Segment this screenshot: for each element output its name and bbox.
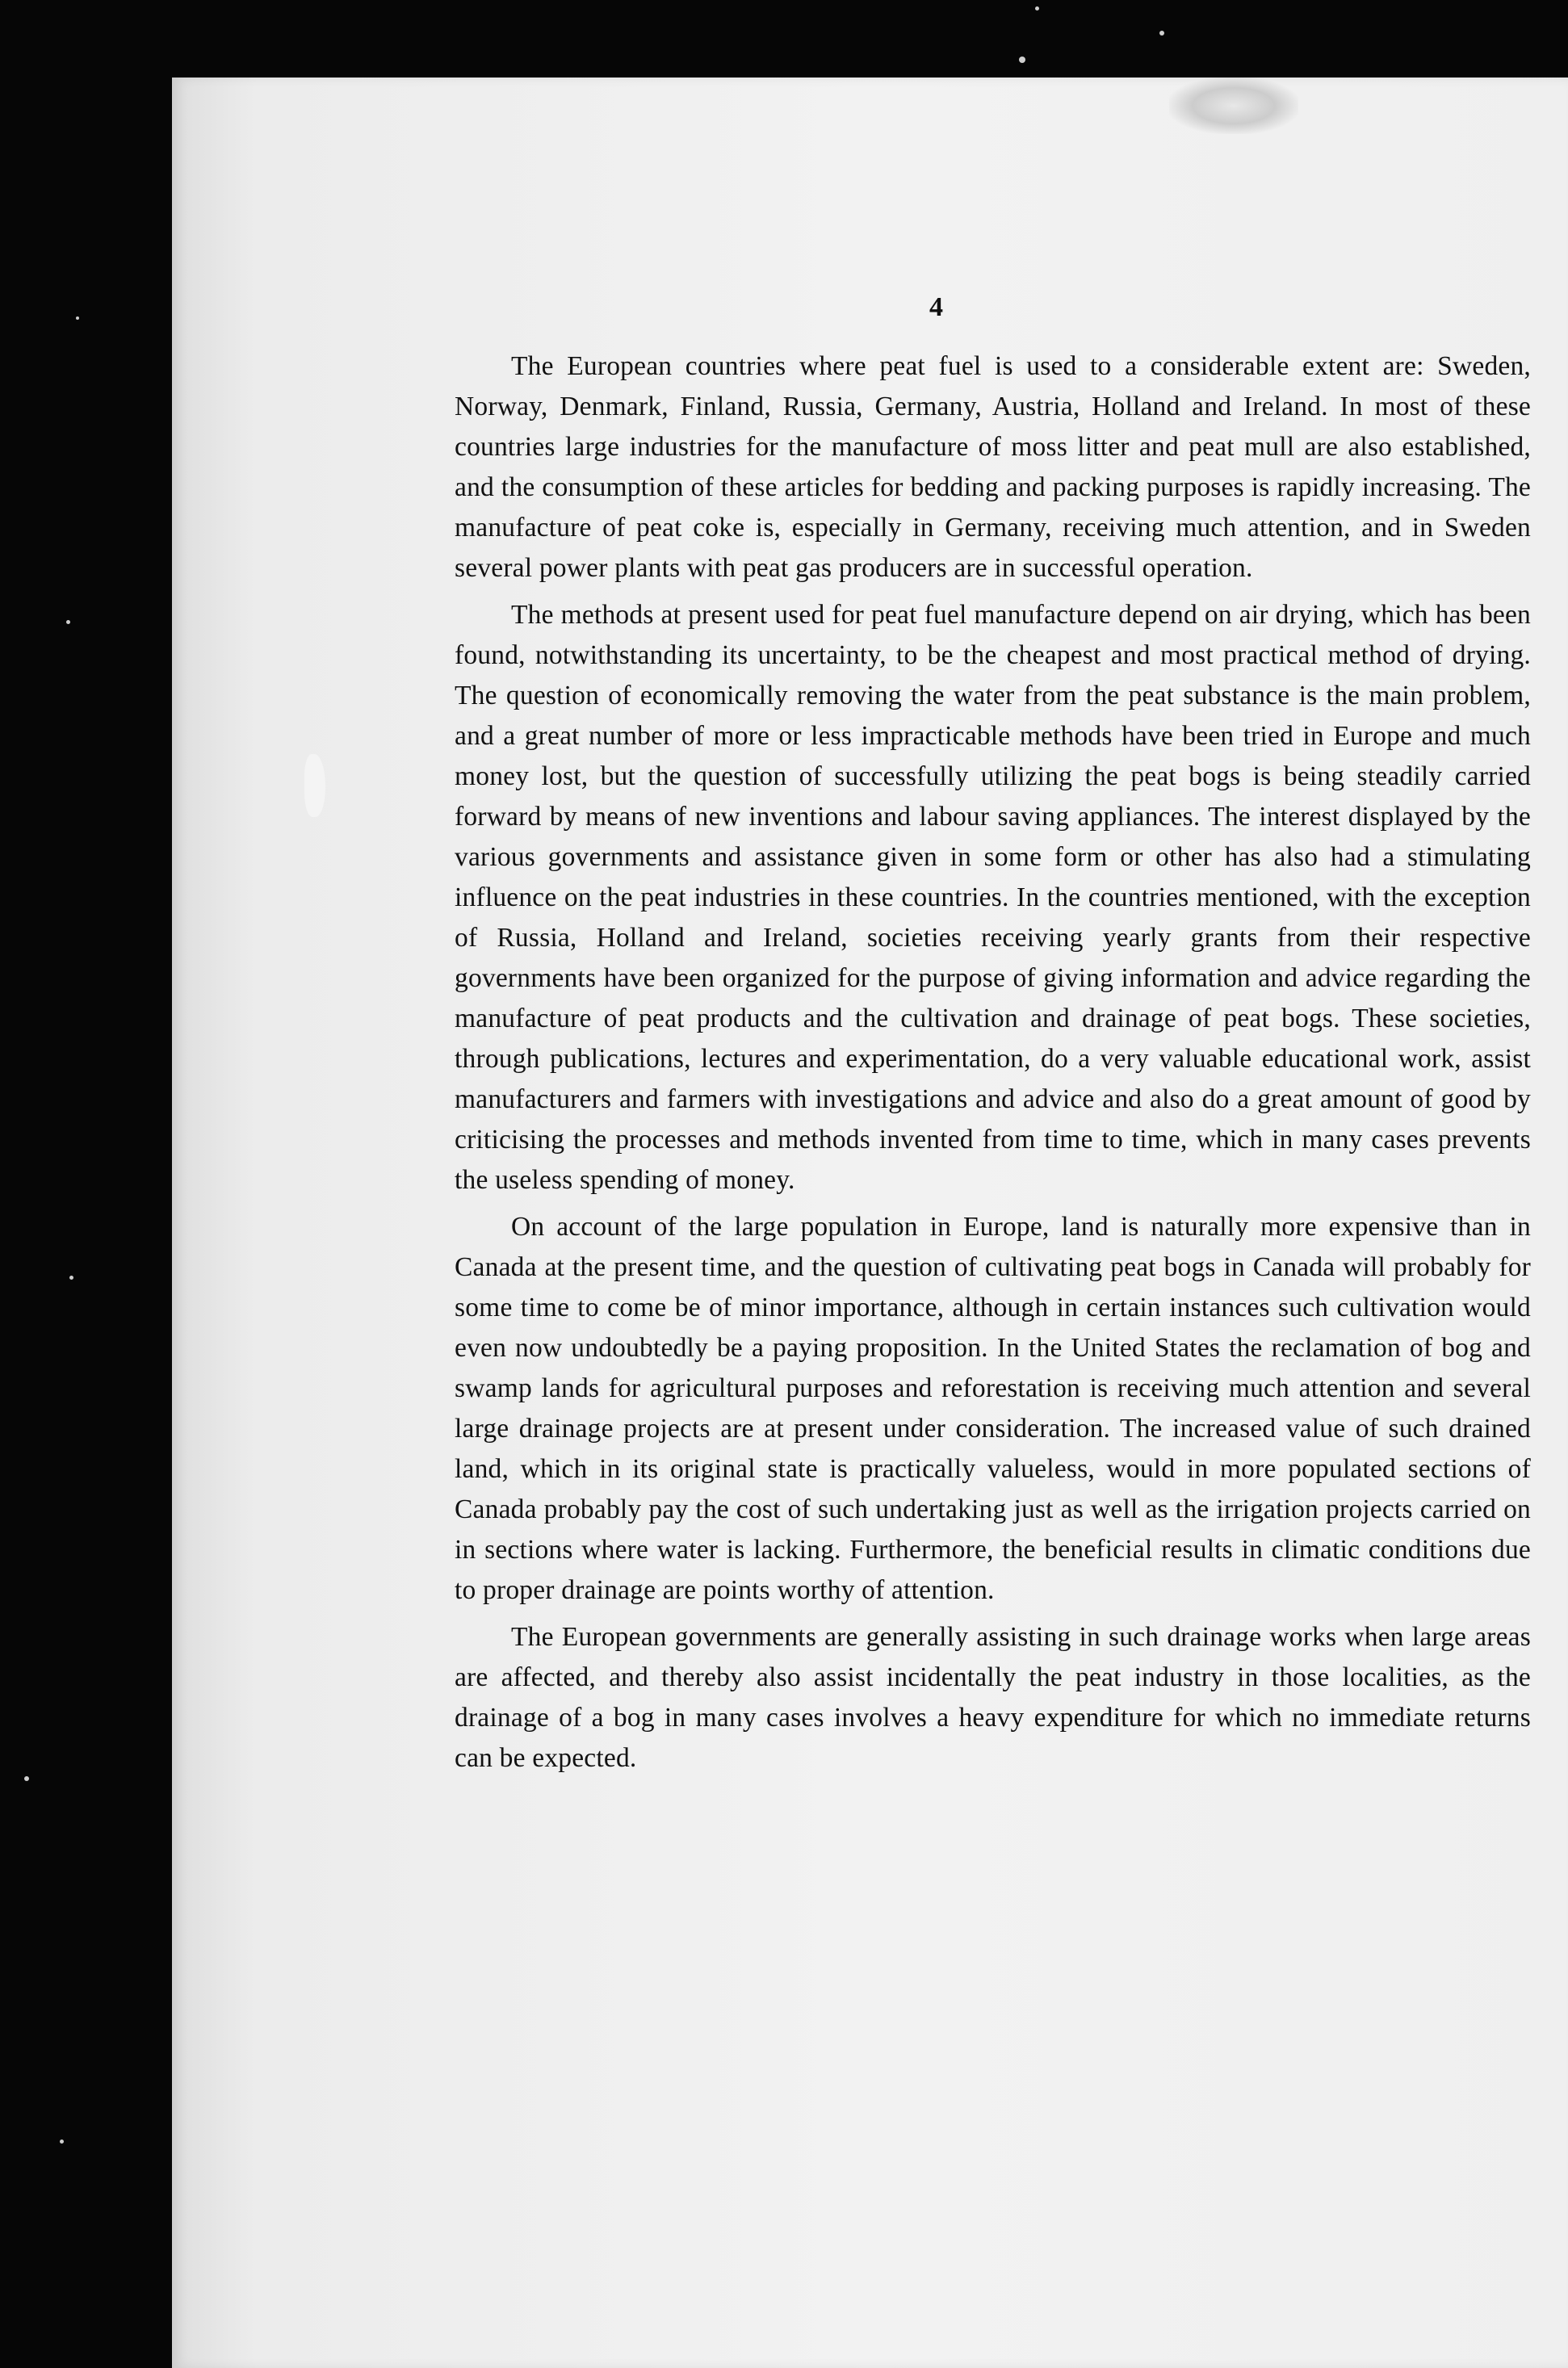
- dust-speck: [24, 1776, 29, 1781]
- paper-page: [172, 78, 1568, 2368]
- paragraph-government-drainage: The European governments are generally assisting in such drainage works when large areas are affected, and thereby also assist incidentally the peat industry in those localities, as the drainage of a bog in many cases involves a heavy expenditure for which no immediate returns can be expected.: [455, 1622, 1531, 1773]
- dust-speck: [69, 1276, 73, 1280]
- dust-speck: [66, 620, 70, 624]
- dust-speck: [76, 316, 79, 320]
- scan-smudge: [1169, 78, 1298, 134]
- dust-speck: [60, 2140, 64, 2144]
- page-number: 4: [929, 292, 943, 322]
- body-text: [455, 346, 1531, 1779]
- dust-speck: [1035, 6, 1039, 10]
- paragraph-european-countries: The European countries where peat fuel is used to a considerable extent are: Sweden, Norway, Denmark, Finland, Russia, Germany, Austria, Holland and Ireland. In most of these countries large industries for the manufacture of moss litter and peat mull are also established, and the consumption of these articles for bedding and packing purposes is rapidly increasing. The manufacture of peat coke is, especially in Germany, receiving much attention, and in Sweden several power plants with peat gas producers are in successful operation.: [455, 351, 1531, 583]
- page-content: [455, 283, 1531, 1785]
- paragraph-drying-methods: The methods at present used for peat fuel manufacture depend on air drying, which has been found, notwithstanding its uncertainty, to be the cheapest and most practical method of drying. The question of economically removing the water from the peat substance is the main problem, and a great number of more or less impracticable methods have been tried in Europe and much money lost, but the question of successfully utilizing the peat bogs is being steadily carried forward by means of new inventions and labour saving appliances. The interest displayed by the various governments and assistance given in some form or other has also had a stimulating influence on the peat industries in these countries. In the countries mentioned, with the exception of Russia, Holland and Ireland, societies receiving yearly grants from their respective governments have been organized for the purpose of giving information and advice regarding the manufacture of peat products and the cultivation and drainage of peat bogs. These societies, through publications, lectures and experimentation, do a very valuable educational work, assist manufacturers and farmers with investigations and advice and also do a great amount of good by criticising the processes and methods invented from time to time, which in many cases prevents the useless spending of money.: [455, 600, 1531, 1195]
- dust-speck: [1019, 57, 1025, 63]
- paragraph-land-cultivation: On account of the large population in Europe, land is naturally more expensive than in Canada at the present time, and the question of cultivating peat bogs in Canada will probably for some time to come be of minor importance, although in certain instances such cultivation would even now undoubtedly be a paying proposition. In the United States the reclamation of bog and swamp lands for agricultural purposes and reforestation is receiving much attention and several large drainage projects are at present under consideration. The increased value of such drained land, which in its original state is practically valueless, would in more populated sections of Canada probably pay the cost of such undertaking just as well as the irrigation projects carried on in sections where water is lacking. Furthermore, the beneficial results in climatic conditions due to proper drainage are points worthy of attention.: [455, 1212, 1531, 1605]
- dust-speck: [1159, 31, 1164, 36]
- margin-blot: [304, 754, 325, 817]
